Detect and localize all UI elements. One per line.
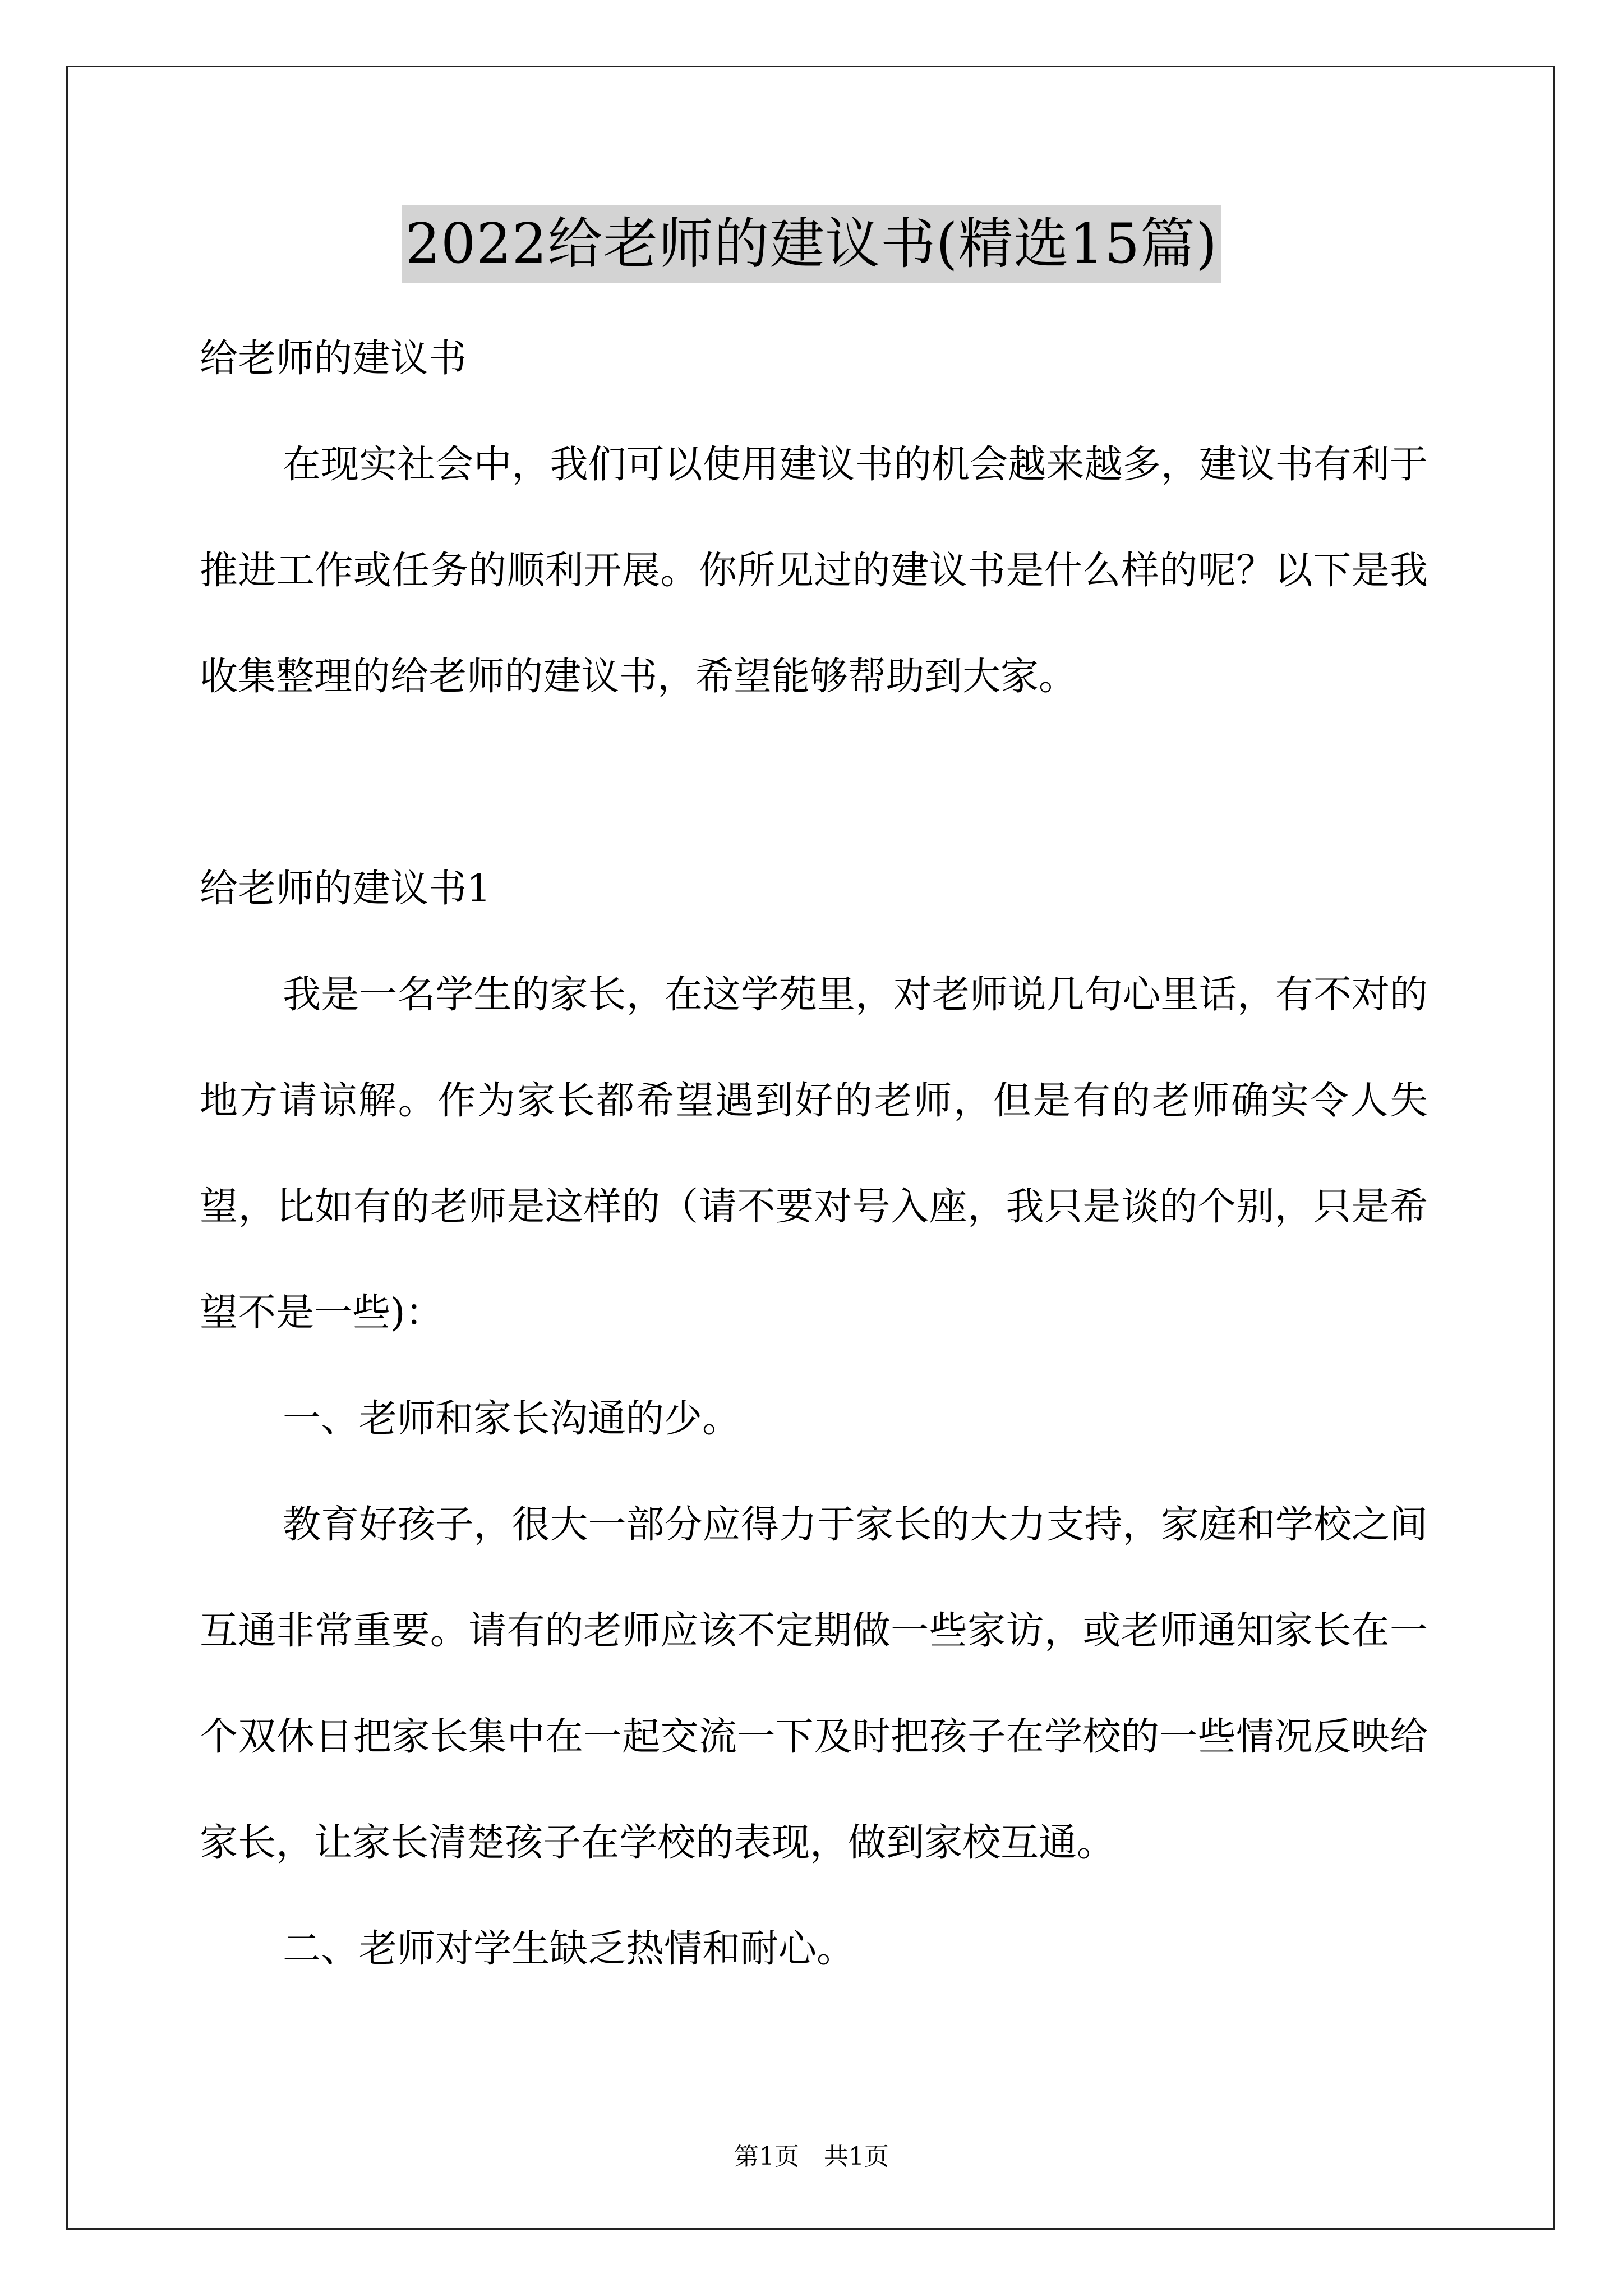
body-paragraph: 我是一名学生的家长，在这学苑里，对老师说几句心里话，有不对的地方请谅解。作为家长都希望遇到好的老师，但是有的老师确实令人失望，比如有的老师是这样的（请不要对号入座，我只是谈的个别，只是希望不是一些)： [200, 973, 1428, 1335]
point-two-heading: 二、老师对学生缺乏热情和耐心。 [283, 1927, 855, 1971]
section-heading-1: 给老师的建议书1 [200, 867, 491, 911]
section-heading: 给老师的建议书 [200, 337, 467, 381]
title-container [0, 205, 1623, 283]
document-body [200, 306, 1428, 2002]
intro-paragraph: 在现实社会中，我们可以使用建议书的机会越来越多，建议书有利于推进工作或任务的顺利开展。你所见过的建议书是什么样的呢？以下是我收集整理的给老师的建议书，希望能够帮助到大家。 [200, 443, 1428, 699]
page-footer: 第1页 共1页 [734, 2142, 889, 2171]
document-title: 2022给老师的建议书(精选15篇) [402, 205, 1221, 283]
blank-line [200, 730, 1428, 836]
point-one-heading: 一、老师和家长沟通的少。 [283, 1397, 741, 1441]
body-paragraph: 教育好孩子，很大一部分应得力于家长的大力支持，家庭和学校之间互通非常重要。请有的老师应该不定期做一些家访，或老师通知家长在一个双休日把家长集中在一起交流一下及时把孩子在学校的一些情况反映给家长，让家长清楚孩子在学校的表现，做到家校互通。 [200, 1503, 1428, 1865]
